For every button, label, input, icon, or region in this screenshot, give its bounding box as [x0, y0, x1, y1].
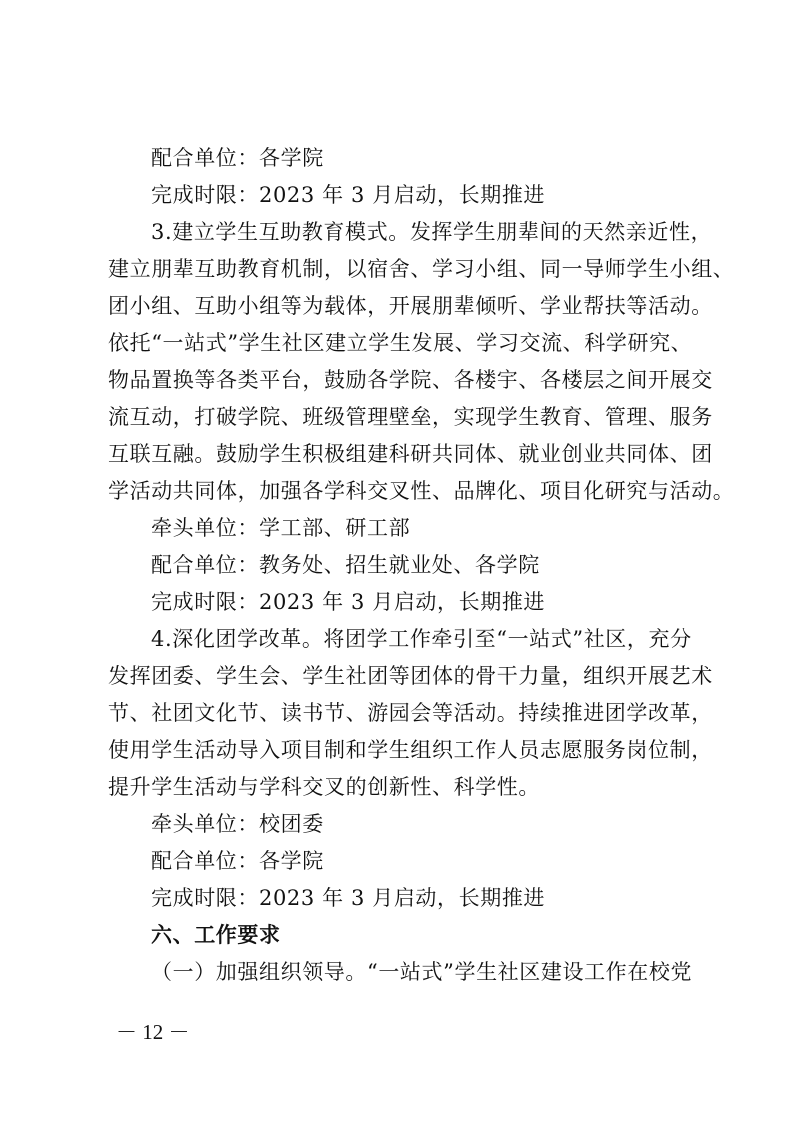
text-line: 学活动共同体，加强各学科交叉性、品牌化、项目化研究与活动。	[108, 479, 735, 503]
text-line: 物品置换等各类平台，鼓励各学院、各楼宇、各楼层之间开展交	[108, 368, 713, 392]
text-line: 依托“一站式”学生社区建立学生发展、学习交流、科学研究、	[108, 331, 693, 355]
section-heading: 六、工作要求	[151, 923, 281, 947]
text-line: 完成时限：2023 年 3 月启动，长期推进	[151, 590, 546, 614]
text-line: 完成时限：2023 年 3 月启动，长期推进	[151, 886, 546, 910]
page-number: － 12 －	[116, 1020, 190, 1044]
text-line: 发挥团委、学生会、学生社团等团体的骨干力量，组织开展艺术	[108, 664, 713, 688]
text-line: 建立朋辈互助教育机制，以宿舍、学习小组、同一导师学生小组、	[108, 257, 735, 281]
text-line: 配合单位：各学院	[151, 849, 324, 873]
text-line: 提升学生活动与学科交叉的创新性、科学性。	[108, 775, 540, 799]
text-line: 使用学生活动导入项目制和学生组织工作人员志愿服务岗位制，	[108, 738, 713, 762]
text-line: 配合单位：教务处、招生就业处、各学院	[151, 553, 540, 577]
text-line: 牵头单位：学工部、研工部	[151, 516, 411, 540]
text-line: 团小组、互助小组等为载体，开展朋辈倾听、学业帮扶等活动。	[108, 294, 713, 318]
text-line: （一）加强组织领导。“一站式”学生社区建设工作在校党	[151, 960, 693, 984]
text-line: 3.建立学生互助教育模式。发挥学生朋辈间的天然亲近性，	[151, 220, 713, 244]
text-line: 完成时限：2023 年 3 月启动，长期推进	[151, 183, 546, 207]
text-line: 4.深化团学改革。将团学工作牵引至“一站式”社区，充分	[151, 627, 692, 651]
text-line: 互联互融。鼓励学生积极组建科研共同体、就业创业共同体、团	[108, 442, 713, 466]
text-line: 节、社团文化节、读书节、游园会等活动。持续推进团学改革，	[108, 701, 713, 725]
text-line: 配合单位：各学院	[151, 146, 324, 170]
text-line: 流互动，打破学院、班级管理壁垒，实现学生教育、管理、服务	[108, 405, 713, 429]
text-line: 牵头单位：校团委	[151, 812, 324, 836]
